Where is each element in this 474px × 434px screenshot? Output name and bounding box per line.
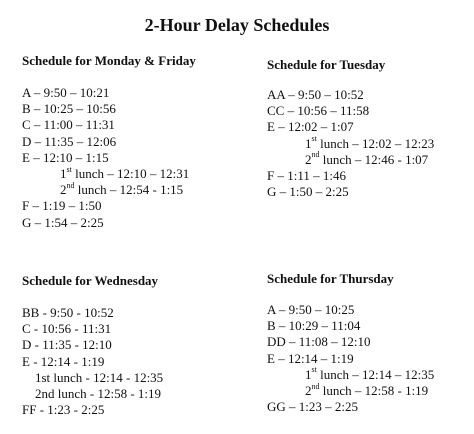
lunch-number: 1 <box>305 366 312 382</box>
schedule-rows <box>22 305 163 418</box>
lunch-time: lunch – 12:54 - 1:15 <box>74 182 184 198</box>
lunch-number: 2 <box>305 151 312 167</box>
lunch-number: 2 <box>60 182 67 198</box>
period-row: A – 9:50 – 10:21 <box>22 85 110 100</box>
period-row: E - 12:14 - 1:19 <box>22 353 105 369</box>
schedule-rows <box>267 302 434 415</box>
lunch-row <box>267 136 434 152</box>
schedule-heading: Schedule for Wednesday <box>22 273 159 288</box>
period-row: B – 10:29 – 11:04 <box>267 318 361 334</box>
lunch-number: 1 <box>305 135 312 151</box>
period-row: F – 1:19 – 1:50 <box>22 198 102 214</box>
ordinal-suffix: st <box>311 365 317 375</box>
period-row: C - 10:56 - 11:31 <box>22 321 112 337</box>
schedule-monday-friday <box>22 53 196 231</box>
schedule-rows <box>22 85 196 231</box>
period-row: F – 1:11 – 1:46 <box>267 168 346 184</box>
schedule-thursday <box>267 271 434 415</box>
schedule-heading: Schedule for Tuesday <box>267 57 386 72</box>
period-row: A – 9:50 – 10:25 <box>267 302 355 317</box>
ordinal-suffix: nd <box>311 381 320 391</box>
period-row: DD – 11:08 – 12:10 <box>267 334 371 350</box>
ordinal-suffix: nd <box>66 180 75 190</box>
period-row: G – 1:54 – 2:25 <box>22 214 104 230</box>
period-row: E – 12:02 – 1:07 <box>267 119 354 135</box>
ordinal-suffix: st <box>311 134 317 144</box>
schedule-heading: Schedule for Thursday <box>267 271 394 286</box>
period-row: FF - 1:23 - 2:25 <box>22 402 105 418</box>
period-row: D – 11:35 – 12:06 <box>22 133 117 149</box>
lunch-time: lunch – 12:46 - 1:07 <box>319 151 429 167</box>
period-row: D - 11:35 - 12:10 <box>22 337 112 353</box>
schedule-rows <box>267 87 434 200</box>
period-row: BB - 9:50 - 10:52 <box>22 305 114 320</box>
period-row: AA – 9:50 – 10:52 <box>267 87 364 102</box>
lunch-row: 1st lunch - 12:14 - 12:35 <box>35 369 164 385</box>
period-row: GG – 1:23 – 2:25 <box>267 399 358 415</box>
lunch-time: lunch – 12:58 - 1:19 <box>319 383 429 399</box>
schedule-tuesday <box>267 57 434 200</box>
period-row: G – 1:50 – 2:25 <box>267 184 349 200</box>
lunch-time: lunch – 12:10 – 12:31 <box>71 166 190 182</box>
lunch-row <box>267 367 434 383</box>
lunch-row: 2nd lunch - 12:58 - 1:19 <box>35 386 162 402</box>
lunch-time: lunch – 12:02 – 12:23 <box>316 135 435 151</box>
page-title: 2-Hour Delay Schedules <box>144 15 330 35</box>
lunch-row <box>267 383 434 399</box>
lunch-row <box>22 166 196 182</box>
schedule-wednesday <box>22 273 163 418</box>
lunch-number: 1 <box>60 166 67 182</box>
lunch-row <box>267 152 434 168</box>
lunch-number: 2 <box>305 383 312 399</box>
schedule-heading: Schedule for Monday & Friday <box>22 53 196 68</box>
ordinal-suffix: st <box>66 164 72 174</box>
lunch-row <box>22 182 196 198</box>
period-row: E – 12:14 – 1:19 <box>267 350 354 366</box>
period-row: E – 12:10 – 1:15 <box>22 149 109 165</box>
period-row: C – 11:00 – 11:31 <box>22 117 115 133</box>
period-row: CC – 10:56 – 11:58 <box>267 103 370 119</box>
lunch-time: lunch – 12:14 – 12:35 <box>316 366 435 382</box>
period-row: B – 10:25 – 10:56 <box>22 101 116 117</box>
ordinal-suffix: nd <box>311 150 320 160</box>
